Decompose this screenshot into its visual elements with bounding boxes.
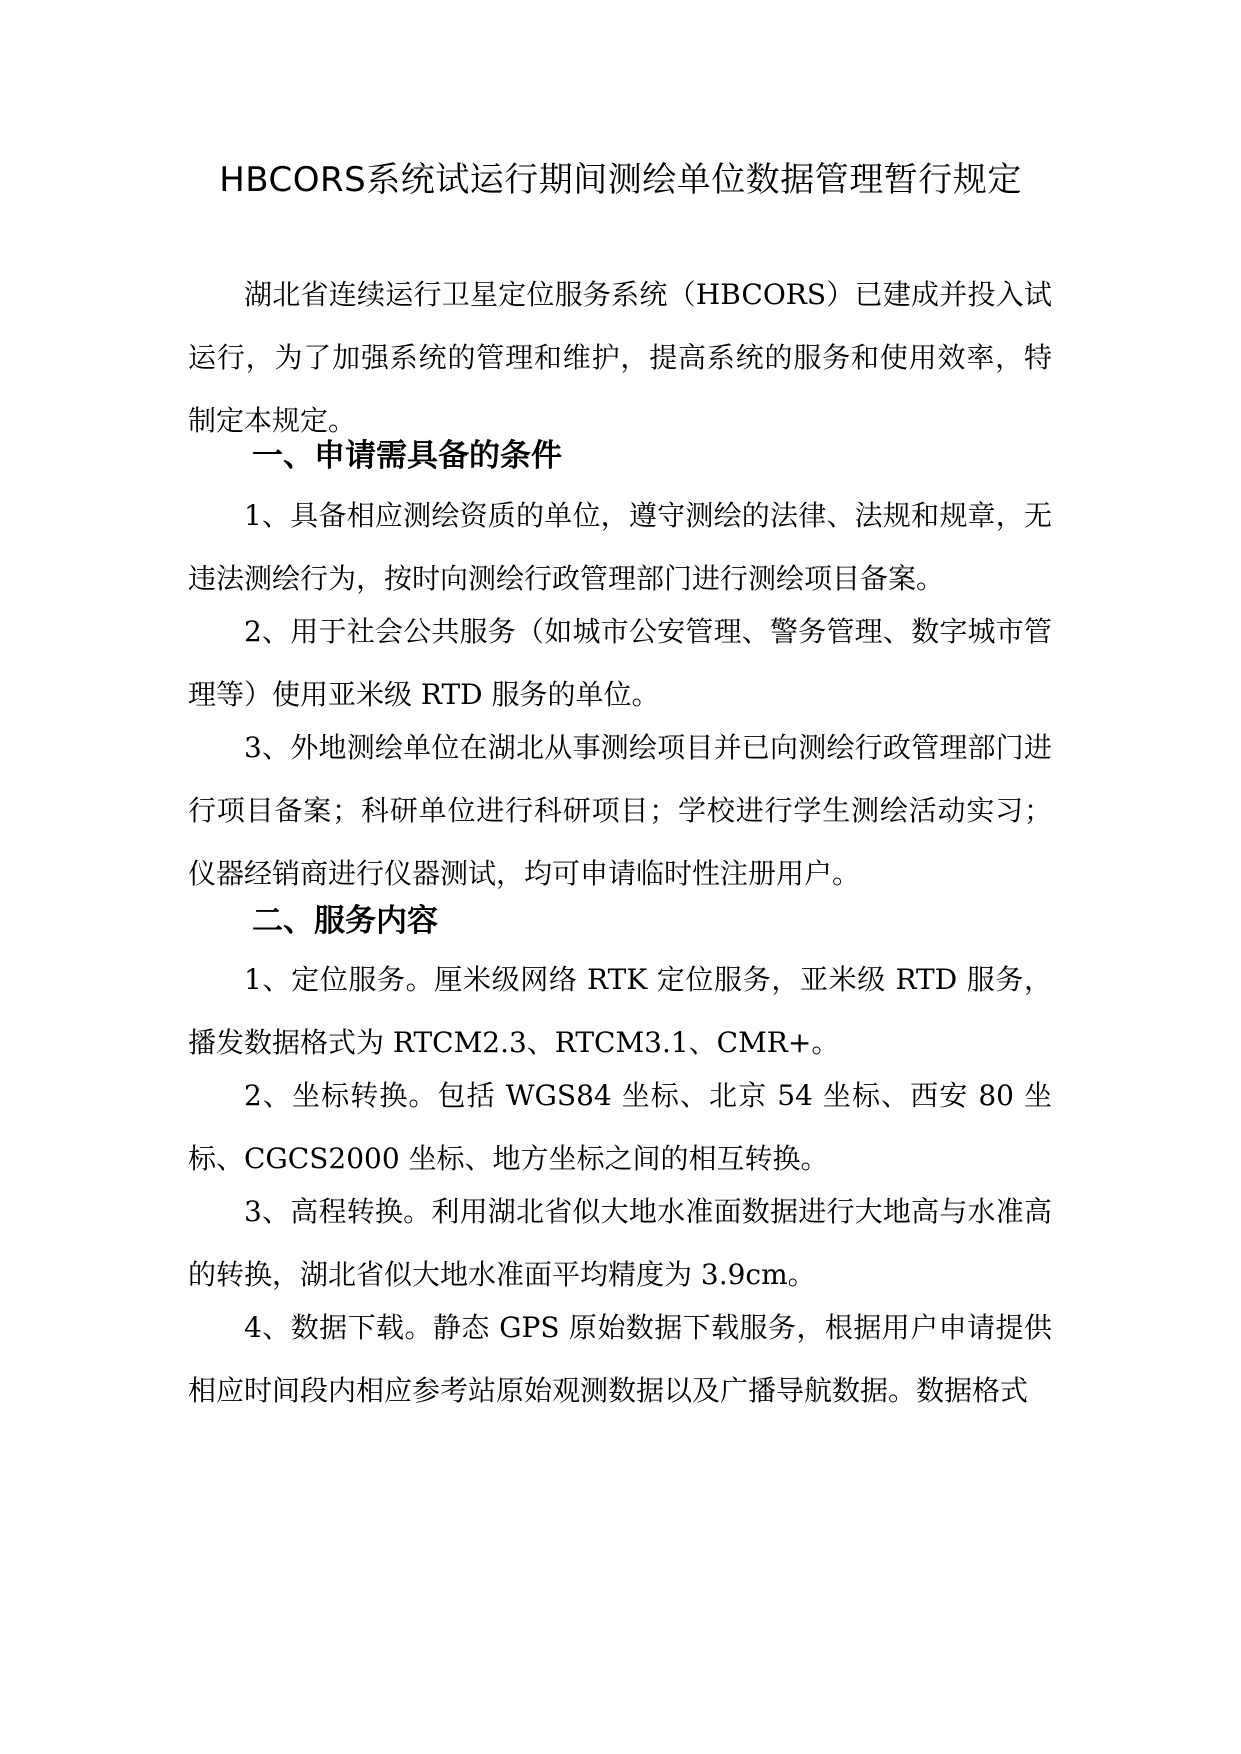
service-item-2: 2、坐标转换。包括 WGS84 坐标、北京 54 坐标、西安 80 坐标、CGCS2000 坐标、地方坐标之间的相互转换。 xyxy=(188,1079,1052,1175)
condition-item-3: 3、外地测绘单位在湖北从事测绘项目并已向测绘行政管理部门进行项目备案；科研单位进行科研项目；学校进行学生测绘活动实习；仪器经销商进行仪器测试，均可申请临时性注册用户。 xyxy=(188,731,1052,890)
condition-item-1: 1、具备相应测绘资质的单位，遵守测绘的法律、法规和规章，无违法测绘行为，按时向测绘行政管理部门进行测绘项目备案。 xyxy=(188,499,1052,595)
document-title: HBCORS系统试运行期间测绘单位数据管理暂行规定 xyxy=(219,160,1022,200)
intro-paragraph: 湖北省连续运行卫星定位服务系统（HBCORS）已建成并投入试运行，为了加强系统的管理和维护，提高系统的服务和使用效率，特制定本规定。 xyxy=(188,278,1052,437)
service-item-1: 1、定位服务。厘米级网络 RTK 定位服务，亚米级 RTD 服务，播发数据格式为 RTCM2.3、RTCM3.1、CMR+。 xyxy=(188,963,1052,1059)
service-item-4: 4、数据下载。静态 GPS 原始数据下载服务，根据用户申请提供相应时间段内相应参考站原始观测数据以及广播导航数据。数据格式 xyxy=(188,1311,1052,1407)
section-heading-conditions: 一、申请需具备的条件 xyxy=(252,438,562,474)
condition-item-2: 2、用于社会公共服务（如城市公安管理、警务管理、数字城市管理等）使用亚米级 RTD 服务的单位。 xyxy=(188,615,1052,711)
section-heading-services: 二、服务内容 xyxy=(252,903,438,939)
service-item-3: 3、高程转换。利用湖北省似大地水准面数据进行大地高与水准高的转换，湖北省似大地水准面平均精度为 3.9cm。 xyxy=(188,1195,1052,1291)
